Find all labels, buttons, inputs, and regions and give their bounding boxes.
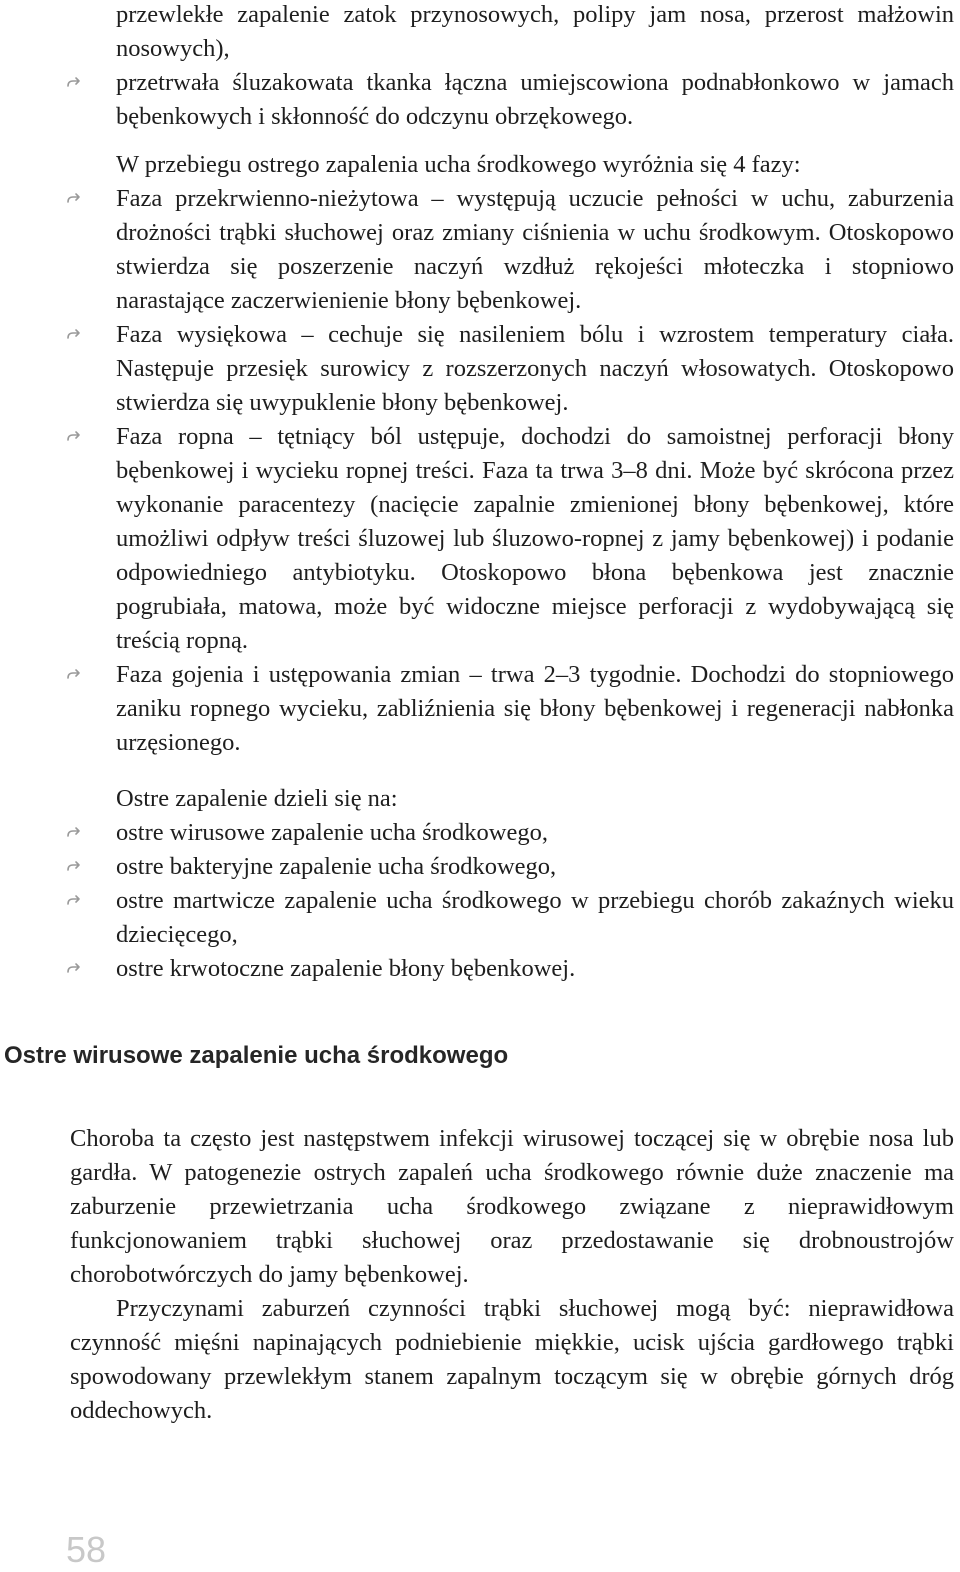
section-heading: Ostre wirusowe zapalenie ucha środkowego [4,1042,509,1069]
types-section [116,782,954,986]
list-item: ostre martwicze zapalenie ucha środkowego w przebiegu chorób zakaźnych wieku dziecięcego, [116,884,954,952]
phases-intro: W przebiegu ostrego zapalenia ucha środkowego wyróżnia się 4 fazy: [116,151,801,178]
list-item: ostre wirusowe zapalenie ucha środkowego, [116,816,954,850]
list-item: Faza wysiękowa – cechuje się nasileniem bólu i wzrostem temperatury ciała. Następuje przesięk surowicy z rozszerzonych naczyń włosowatych. Otoskopowo stwierdza się uwypuklenie błony bębenkowej. [116,318,954,420]
list-item: Faza gojenia i ustępowania zmian – trwa 2–3 tygodnie. Dochodzi do stopniowego zaniku ropnego wycieku, zabliźnienia się błony bębenkowej i regeneracji nabłonka urzęsionego. [116,658,954,760]
section-body [70,1122,954,1428]
continuation-list [116,0,954,134]
arrow-right-icon [66,884,82,918]
list-item: przewlekłe zapalenie zatok przynosowych, polipy jam nosa, przerost małżowin nosowych), [116,1,954,62]
list-item: Faza przekrwienno-nieżytowa – występują uczucie pełności w uchu, zaburzenia drożności trąbki słuchowej oraz zmiany ciśnienia w uchu środkowym. Otoskopowo stwierdza się poszerzenie naczyń wzdłuż rękojeści młoteczka i stopniowo narastające zaczerwienienie błony bębenkowej. [116,182,954,318]
arrow-right-icon [66,952,82,986]
list-item: ostre krwotoczne zapalenie błony bębenkowej. [116,952,954,986]
section-paragraph: Choroba ta często jest następstwem infekcji wirusowej toczącej się w obrębie nosa lub gardła. W patogenezie ostrych zapaleń ucha środkowego równie duże znaczenie ma zaburzenie przewietrzania ucha środkowego związane z nieprawidłowym funkcjonowaniem trąbki słuchowej oraz przedostawanie się drobnoustrojów chorobotwórczych do jamy bębenkowej. [70,1125,954,1288]
list-item: przetrwała śluzakowata tkanka łączna umiejscowiona podnabłonkowo w jamach bębenkowych i skłonność do odczynu obrzękowego. [116,66,954,134]
phases-section [116,148,954,760]
list-item: ostre bakteryjne zapalenie ucha środkowego, [116,850,954,884]
section-paragraph: Przyczynami zaburzeń czynności trąbki słuchowej mogą być: nieprawidłowa czynność mięśni napinających podniebienie miękkie, ucisk ujścia gardłowego trąbki spowodowany przewlekłym stanem zapalnym toczącym się w obrębie górnych dróg oddechowych. [70,1295,954,1424]
types-intro: Ostre zapalenie dzieli się na: [116,785,398,812]
arrow-right-icon [66,318,82,352]
arrow-right-icon [66,658,82,692]
arrow-right-icon [66,182,82,216]
page-number: 58 [66,1529,107,1570]
arrow-right-icon [66,420,82,454]
arrow-right-icon [66,850,82,884]
arrow-right-icon [66,816,82,850]
arrow-right-icon [66,66,82,100]
list-item: Faza ropna – tętniący ból ustępuje, dochodzi do samoistnej perforacji błony bębenkowej i wycieku ropnej treści. Faza ta trwa 3–8 dni. Może być skrócona przez wykonanie paracentezy (nacięcie zapalnie zmienionej błony bębenkowej, które umożliwi odpływ treści śluzowej lub śluzowo-ropnej z jamy bębenkowej) i podanie odpowiedniego antybiotyku. Otoskopowo błona bębenkowa jest znacznie pogrubiała, matowa, może być widoczne miejsce perforacji z wydobywającą się treścią ropną. [116,420,954,658]
